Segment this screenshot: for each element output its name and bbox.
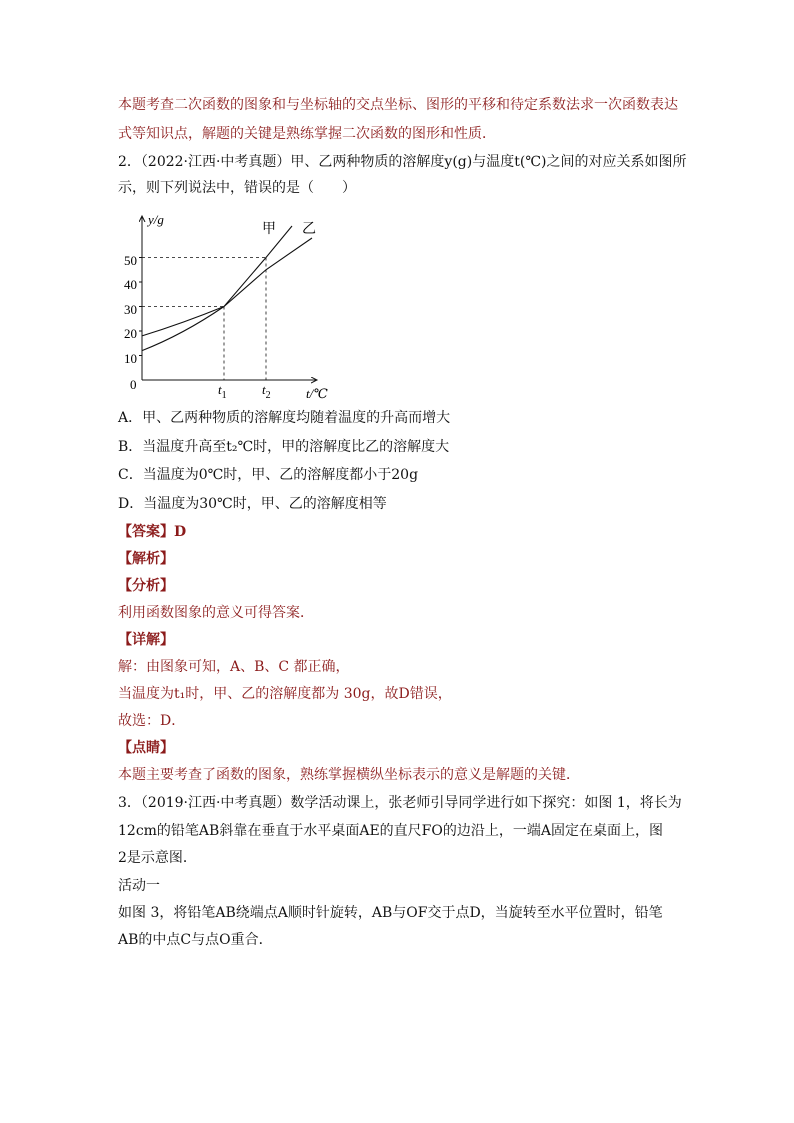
y-tick-label: 30 xyxy=(124,302,137,317)
explanation-line: 式等知识点，解题的关键是熟练掌握二次函数的图形和性质． xyxy=(118,126,496,142)
question-3-stem: 12cm的铅笔AB斜靠在垂直于水平桌面AE的直尺FO的边沿上，一端A固定在桌面上，图 xyxy=(118,823,663,839)
option-d: D．当温度为30℃时，甲、乙的溶解度相等 xyxy=(118,496,387,512)
fenxi-text: 利用函数图象的意义可得答案． xyxy=(118,605,314,621)
x-axis-label: t/℃ xyxy=(306,386,328,401)
series-label-jia: 甲 xyxy=(262,222,276,237)
y-tick-label: 20 xyxy=(124,326,137,341)
y-tick-label: 10 xyxy=(124,351,137,366)
detail-text: 当温度为t₁时，甲、乙的溶解度都为 30g，故D错误， xyxy=(118,686,452,702)
y-tick-label: 50 xyxy=(124,253,137,268)
question-2-stem: 2．（2022·江西·中考真题）甲、乙两种物质的溶解度y(g)与温度t(℃)之间的对应关系如图所 xyxy=(118,154,687,170)
question-3-stem: 2是示意图． xyxy=(118,850,197,866)
answer-line: 【答案】D xyxy=(118,524,187,540)
curve-jia xyxy=(142,226,292,351)
detail-text: 故选：D． xyxy=(118,713,186,729)
activity-heading: 活动一 xyxy=(118,878,160,894)
x-tick-label-t2: $t_2$ xyxy=(262,382,271,401)
analysis-heading: 【解析】 xyxy=(118,551,174,567)
comment-text: 本题主要考查了函数的图象，熟练掌握横纵坐标表示的意义是解题的关键． xyxy=(118,767,580,783)
option-a: A．甲、乙两种物质的溶解度均随着温度的升高而增大 xyxy=(118,410,451,426)
detail-heading: 【详解】 xyxy=(118,632,174,648)
x-tick-label-t1: $t_1$ xyxy=(218,382,227,401)
curve-yi xyxy=(142,238,312,336)
comment-heading: 【点睛】 xyxy=(118,740,174,756)
activity-text: AB的中点C与点O重合． xyxy=(118,932,273,948)
origin-label: 0 xyxy=(130,377,137,392)
detail-text: 解：由图象可知，A、B、C 都正确， xyxy=(118,659,350,675)
y-axis-label: y/g xyxy=(148,212,164,227)
solubility-graph xyxy=(112,208,352,404)
activity-text: 如图 3，将铅笔AB绕端点A顺时针旋转，AB与OF交于点D，当旋转至水平位置时，铅笔 xyxy=(118,905,663,921)
y-tick-label: 40 xyxy=(124,277,137,292)
question-2-stem: 示，则下列说法中，错误的是（ ） xyxy=(118,180,356,196)
question-3-stem: 3．（2019·江西·中考真题）数学活动课上，张老师引导同学进行如下探究：如图 1，将长为 xyxy=(118,795,682,811)
option-c: C．当温度为0℃时，甲、乙的溶解度都小于20g xyxy=(118,467,419,483)
explanation-line: 本题考查二次函数的图象和与坐标轴的交点坐标、图形的平移和待定系数法求一次函数表达 xyxy=(118,97,678,113)
option-b: B．当温度升高至t₂℃时，甲的溶解度比乙的溶解度大 xyxy=(118,439,450,455)
series-label-yi: 乙 xyxy=(302,222,316,237)
fenxi-heading: 【分析】 xyxy=(118,578,174,594)
